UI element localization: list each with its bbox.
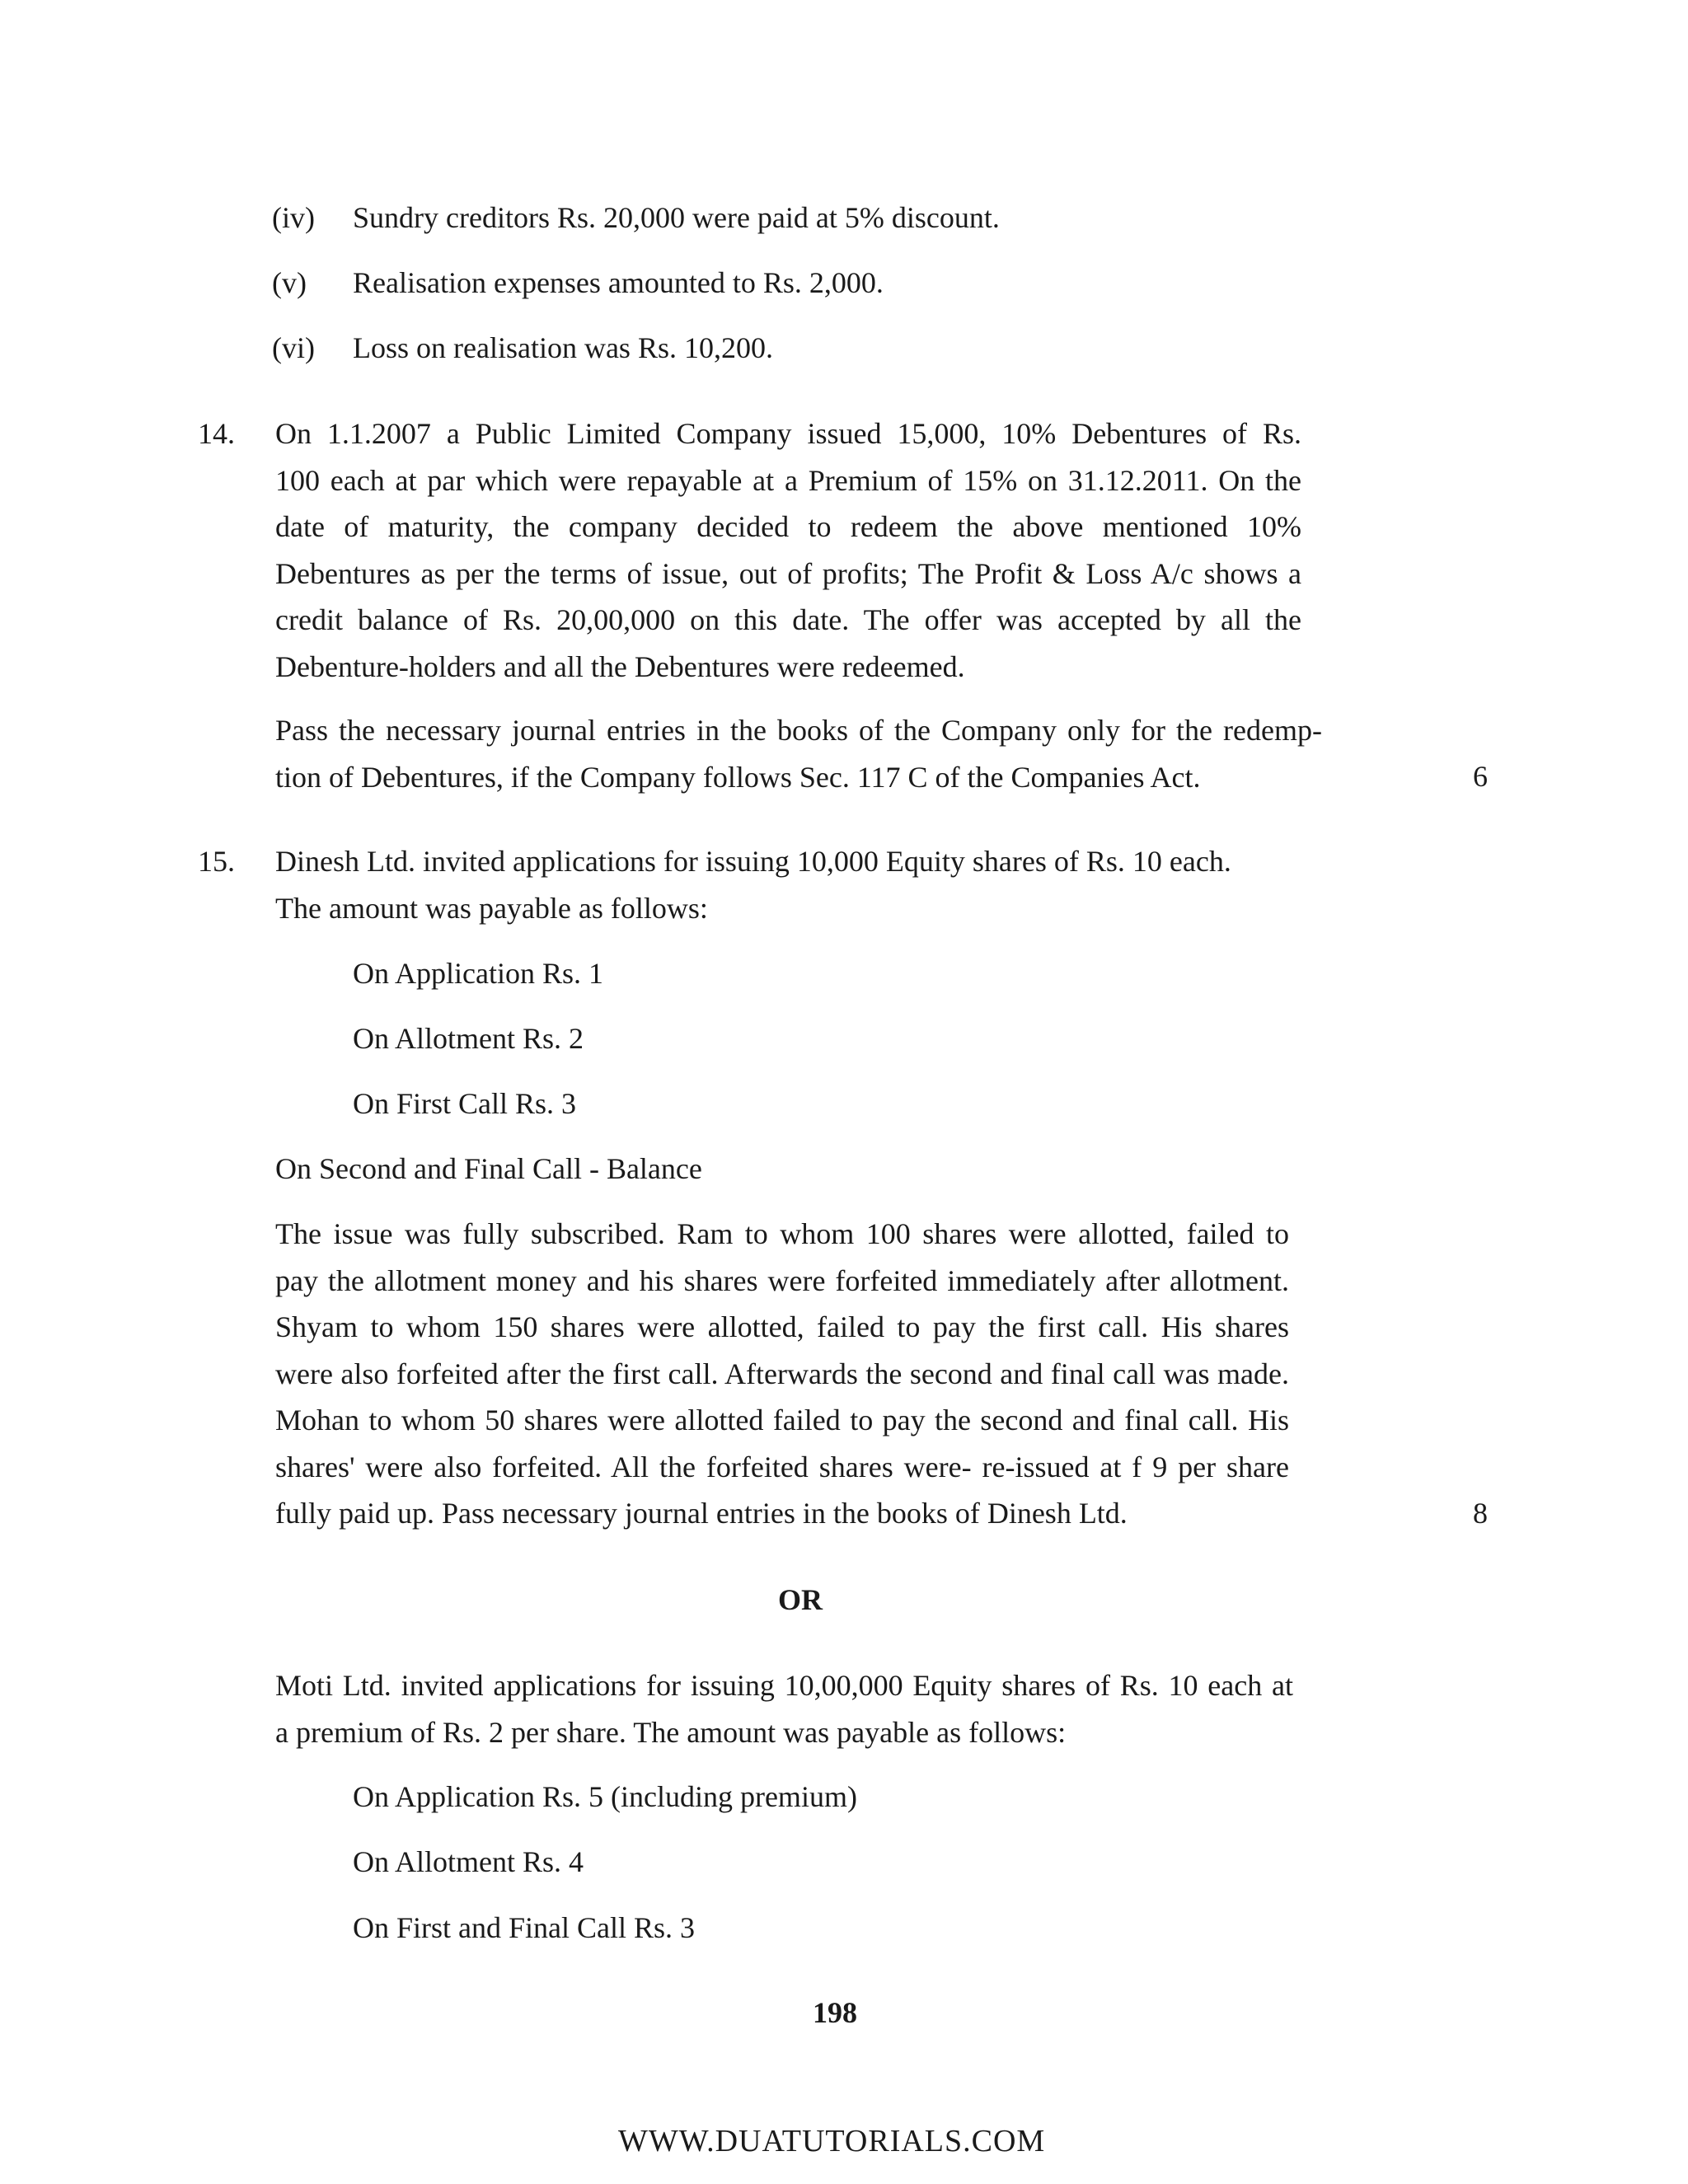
question-14-paragraph	[275, 410, 1301, 690]
q14-line: Debenture-holders and all the Debentures were redeemed.	[275, 649, 965, 683]
question-14-marks: 6	[1473, 760, 1488, 793]
q14-line: 100 each at par which were repayable at a Premium of 15% on 31.12.2011. On the	[275, 463, 1301, 497]
q15-body-line: were also forfeited after the first call. Afterwards the second and final call was made.	[275, 1357, 1289, 1390]
item-v-number: (v)	[272, 266, 307, 299]
q15-schedule-final-call: On Second and Final Call - Balance	[275, 1152, 702, 1185]
q15-body-line: Shyam to whom 150 shares were allotted, failed to pay the first call. His shares	[275, 1310, 1289, 1343]
item-v-text: Realisation expenses amounted to Rs. 2,000.	[353, 266, 884, 299]
item-vi-number: (vi)	[272, 331, 315, 364]
q15-body-line: shares' were also forfeited. All the forfeited shares were- re-issued at f 9 per share	[275, 1450, 1289, 1483]
q15-alt-schedule-application: On Application Rs. 5 (including premium)	[353, 1780, 857, 1813]
or-separator: OR	[778, 1583, 823, 1616]
q15-body-line: The issue was fully subscribed. Ram to whom 100 shares were allotted, failed to	[275, 1217, 1289, 1250]
q15-body-line: Mohan to whom 50 shares were allotted failed to pay the second and final call. His	[275, 1404, 1289, 1436]
q15-intro-line: Dinesh Ltd. invited applications for issuing 10,000 Equity shares of Rs. 10 each.	[275, 845, 1231, 878]
page-number: 198	[813, 1996, 857, 2029]
q15-alt-schedule-final-call: On First and Final Call Rs. 3	[353, 1911, 696, 1944]
question-15-alternative-intro	[275, 1662, 1293, 1755]
q15-schedule-application: On Application Rs. 1	[353, 957, 603, 990]
q15-alt-schedule-allotment: On Allotment Rs. 4	[353, 1845, 584, 1878]
question-15-body	[275, 1211, 1289, 1537]
q15-alt-intro-line: a premium of Rs. 2 per share. The amount was payable as follows:	[275, 1715, 1067, 1749]
q14-line: date of maturity, the company decided to redeem the above mentioned 10%	[275, 510, 1301, 543]
q15-intro-line: The amount was payable as follows:	[275, 891, 708, 925]
q15-body-line: fully paid up. Pass necessary journal entries in the books of Dinesh Ltd.	[275, 1497, 1128, 1530]
q15-alt-intro-line: Moti Ltd. invited applications for issuing 10,00,000 Equity shares of Rs. 10 each at	[275, 1669, 1293, 1702]
q15-schedule-allotment: On Allotment Rs. 2	[353, 1022, 584, 1055]
q14-instruction-line: tion of Debentures, if the Company follows Sec. 117 C of the Companies Act.	[275, 760, 1201, 794]
footer-url: WWW.DUATUTORIALS.COM	[618, 2124, 1046, 2158]
question-14-number: 14.	[198, 417, 235, 450]
q14-line: Debentures as per the terms of issue, out of profits; The Profit & Loss A/c shows a	[275, 556, 1301, 590]
question-15-number: 15.	[198, 845, 235, 878]
q15-schedule-first-call: On First Call Rs. 3	[353, 1087, 577, 1120]
item-iv-number: (iv)	[272, 201, 315, 234]
q14-line: credit balance of Rs. 20,00,000 on this date. The offer was accepted by all the	[275, 603, 1301, 636]
item-vi-text: Loss on realisation was Rs. 10,200.	[353, 331, 773, 364]
item-iv-text: Sundry creditors Rs. 20,000 were paid at 5% discount.	[353, 201, 1000, 234]
q14-instruction-line: Pass the necessary journal entries in the books of the Company only for the redemp-	[275, 714, 1322, 747]
q15-body-line: pay the allotment money and his shares were forfeited immediately after allotment.	[275, 1263, 1289, 1297]
question-15-marks: 8	[1473, 1497, 1488, 1530]
question-14-instruction	[275, 707, 1322, 800]
question-15-intro	[275, 838, 1301, 931]
q14-line: On 1.1.2007 a Public Limited Company issued 15,000, 10% Debentures of Rs.	[275, 417, 1301, 450]
